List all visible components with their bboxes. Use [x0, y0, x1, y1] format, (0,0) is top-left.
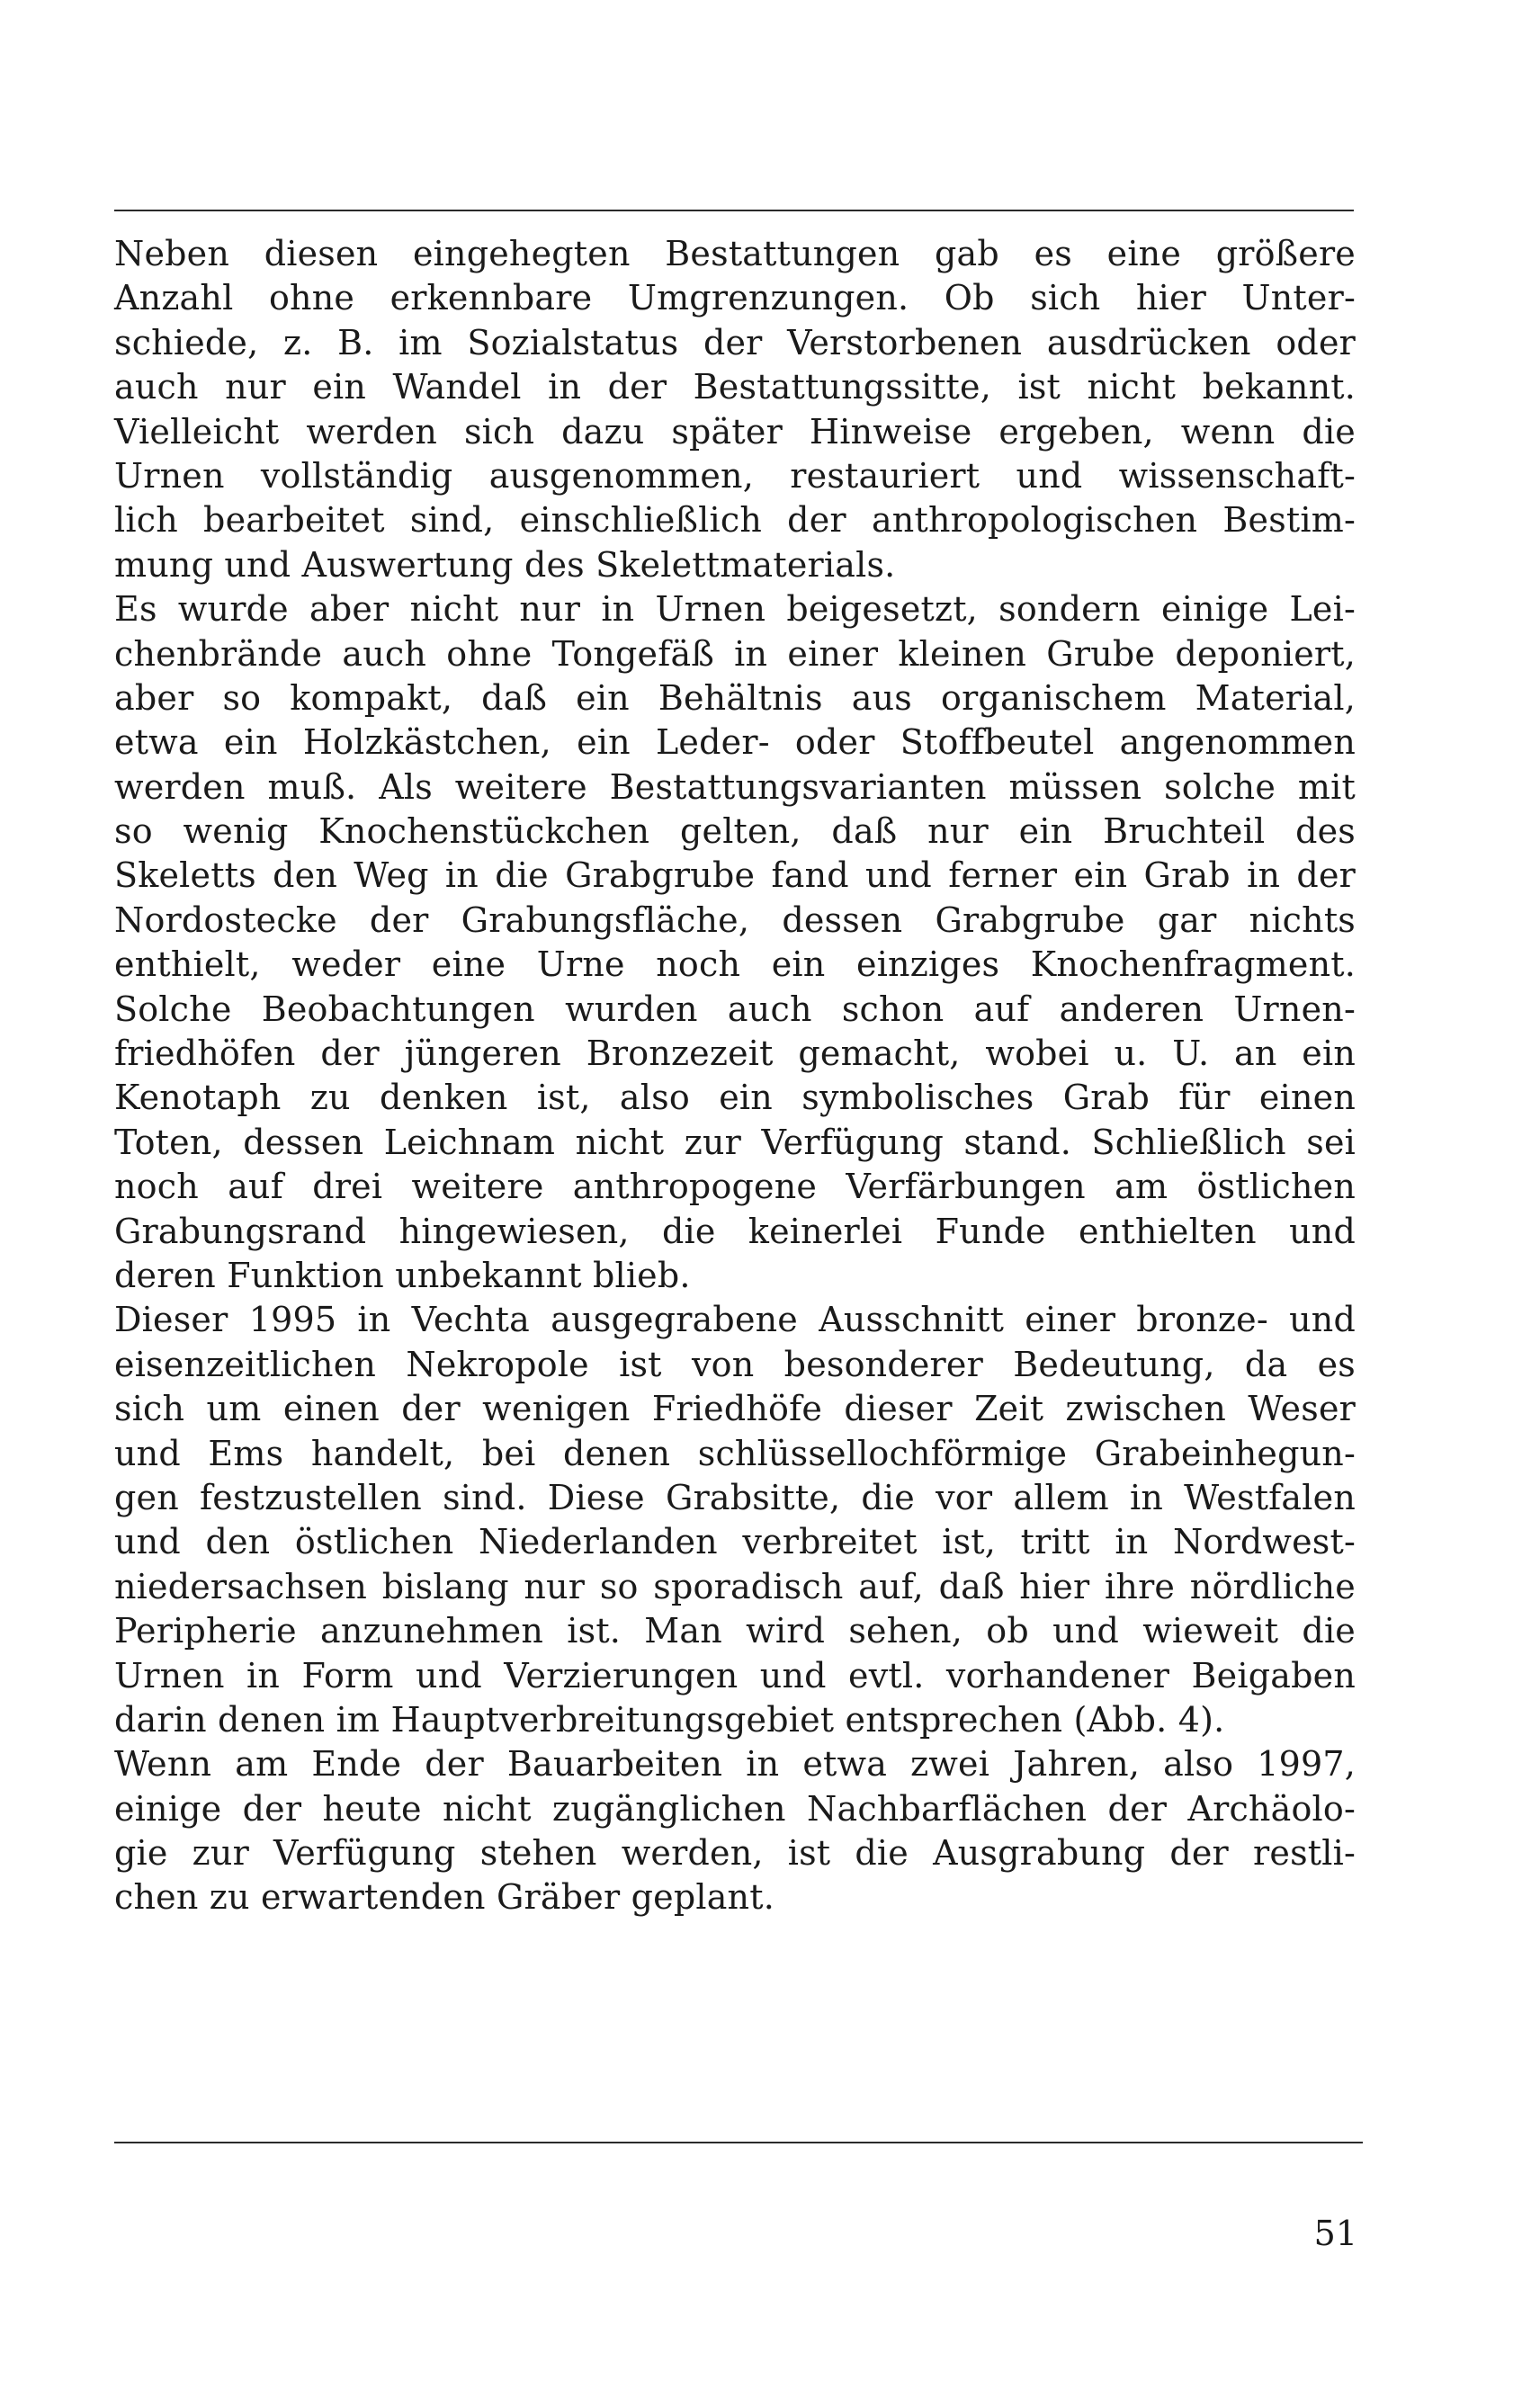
text-line: Solche Beobachtungen wurden auch schon auf anderen Urnen- — [114, 989, 1356, 1029]
text-line: eisenzeitlichen Nekropole ist von besonderer Bedeutung, da es — [114, 1344, 1356, 1384]
text-line: sich um einen der wenigen Friedhöfe dieser Zeit zwischen Weser — [114, 1389, 1356, 1429]
text-line: niedersachsen bislang nur so sporadisch auf, daß hier ihre nördliche — [114, 1566, 1356, 1606]
text-line: Neben diesen eingehegten Bestattungen gab es eine größere — [114, 234, 1356, 273]
text-line: Grabungsrand hingewiesen, die keinerlei Funde enthielten und — [114, 1211, 1356, 1251]
text-line: Urnen vollständig ausgenommen, restauriert und wissenschaft- — [114, 455, 1356, 496]
text-line: Vielleicht werden sich dazu später Hinweise ergeben, wenn die — [114, 411, 1356, 452]
top-rule — [114, 210, 1354, 211]
text-line: Anzahl ohne erkennbare Umgrenzungen. Ob sich hier Unter- — [114, 278, 1356, 318]
text-line: Peripherie anzunehmen ist. Man wird sehen, ob und wieweit die — [114, 1611, 1356, 1651]
text-line: chenbrände auch ohne Tongefäß in einer kleinen Grube deponiert, — [114, 633, 1356, 674]
text-line: und den östlichen Niederlanden verbreitet ist, tritt in Nordwest- — [114, 1522, 1356, 1562]
text-line: enthielt, weder eine Urne noch ein einziges Knochenfragment. — [114, 944, 1356, 985]
text-line: einige der heute nicht zugänglichen Nachbarflächen der Archäolo- — [114, 1788, 1356, 1829]
text-line: und Ems handelt, bei denen schlüssellochförmige Grabeinhegun- — [114, 1433, 1356, 1473]
text-line: schiede, z. B. im Sozialstatus der Verstorbenen ausdrücken oder — [114, 322, 1356, 362]
text-line: Skeletts den Weg in die Grabgrube fand und ferner ein Grab in der — [114, 855, 1356, 896]
text-line: deren Funktion unbekannt blieb. — [114, 1255, 691, 1295]
text-line: chen zu erwartenden Gräber geplant. — [114, 1877, 774, 1918]
page-number: 51 — [1313, 2214, 1357, 2253]
text-line: so wenig Knochenstückchen gelten, daß nur ein Bruchteil des — [114, 811, 1356, 852]
text-line: aber so kompakt, daß ein Behältnis aus organischem Material, — [114, 677, 1356, 718]
text-line: werden muß. Als weitere Bestattungsvarianten müssen solche mit — [114, 766, 1356, 807]
text-line: gen festzustellen sind. Diese Grabsitte, die vor allem in Westfalen — [114, 1477, 1356, 1517]
text-line: auch nur ein Wandel in der Bestattungssitte, ist nicht bekannt. — [114, 367, 1356, 407]
text-line: Kenotaph zu denken ist, also ein symbolisches Grab für einen — [114, 1078, 1356, 1118]
body-text — [114, 232, 1356, 1920]
text-line: Urnen in Form und Verzierungen und evtl. vorhandener Beigaben — [114, 1655, 1356, 1696]
text-line: darin denen im Hauptverbreitungsgebiet entsprechen (Abb. 4). — [114, 1699, 1225, 1740]
text-line: Nordostecke der Grabungsfläche, dessen Grabgrube gar nichts — [114, 899, 1356, 940]
paragraph — [114, 232, 1356, 587]
text-line: lich bearbeitet sind, einschließlich der anthropologischen Bestim- — [114, 500, 1356, 541]
text-line: friedhöfen der jüngeren Bronzezeit gemacht, wobei u. U. an ein — [114, 1033, 1356, 1074]
text-line: Dieser 1995 in Vechta ausgegrabene Ausschnitt einer bronze- und — [114, 1300, 1356, 1340]
bottom-rule — [114, 2142, 1363, 2143]
paragraph — [114, 1742, 1356, 1920]
text-line: etwa ein Holzkästchen, ein Leder- oder Stoffbeutel angenommen — [114, 722, 1356, 763]
text-line: Es wurde aber nicht nur in Urnen beigesetzt, sondern einige Lei- — [114, 589, 1356, 630]
paragraph — [114, 1298, 1356, 1742]
text-line: Wenn am Ende der Bauarbeiten in etwa zwei Jahren, also 1997, — [114, 1744, 1356, 1785]
text-line: gie zur Verfügung stehen werden, ist die Ausgrabung der restli- — [114, 1833, 1356, 1874]
text-line: noch auf drei weitere anthropogene Verfärbungen am östlichen — [114, 1167, 1356, 1207]
text-line: Toten, dessen Leichnam nicht zur Verfügung stand. Schließlich sei — [114, 1122, 1356, 1162]
text-line: mung und Auswertung des Skelettmaterials. — [114, 544, 896, 585]
paragraph — [114, 587, 1356, 1298]
